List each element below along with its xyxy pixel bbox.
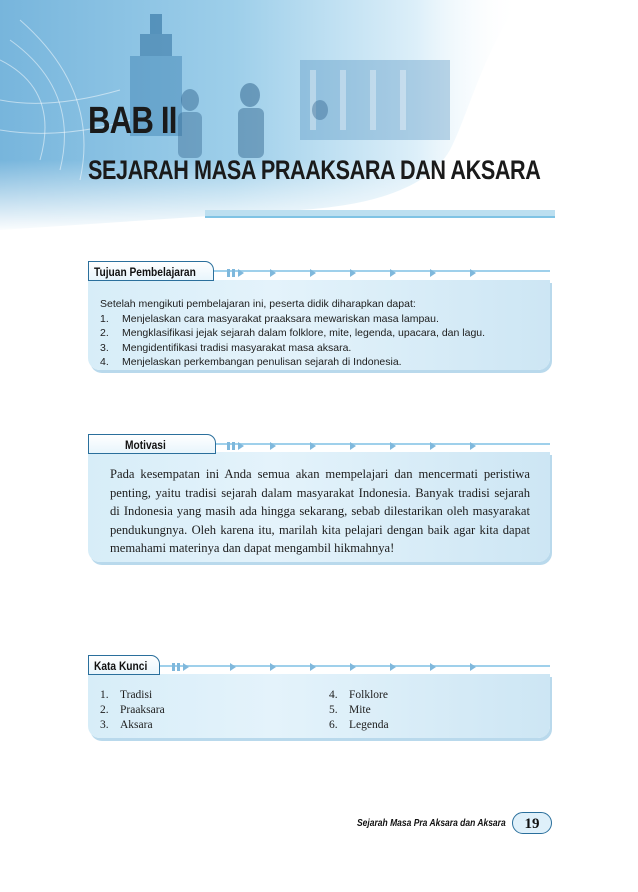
item-text: Aksara	[120, 719, 153, 731]
item-text: Mengklasifikasi jejak sejarah dalam folklore, mite, legenda, upacara, dan lagu.	[122, 327, 486, 339]
item-number: 3.	[100, 341, 109, 354]
arrow-strip	[225, 266, 485, 280]
chapter-title: SEJARAH MASA PRAAKSARA DAN AKSARA	[88, 155, 541, 185]
keywords-heading: Kata Kunci	[94, 659, 148, 673]
learning-goals-intro: Setelah mengikuti pembelajaran ini, peserta didik diharapkan dapat:	[100, 298, 416, 310]
keywords-tab	[88, 655, 160, 675]
item-number: 2.	[100, 327, 109, 339]
list-item	[100, 688, 165, 703]
learning-goals-tab	[88, 261, 214, 281]
arrow-strip	[225, 439, 485, 453]
motivation-text: Pada kesempatan ini Anda semua akan mempelajari dan mencermati peristiwa penting, yaitu tradisi sejarah dalam masyarakat Indonesia. Banyak tradisi sejarah di Indonesia yang masih ada hingga sekarang, sebab dilestarikan oleh masyarakat pendukungnya. Oleh karena itu, marilah kita pelajari dengan baik agar kita dapat memahami materinya dan dapat mengambil hikmahnya!	[110, 467, 530, 555]
learning-goals-content	[100, 297, 540, 370]
item-text: Menjelaskan cara masyarakat praaksara mewariskan masa lampau.	[122, 312, 439, 325]
item-number: 1.	[100, 689, 109, 701]
keywords-list-right	[329, 688, 389, 733]
item-text: Mengidentifikasi tradisi masyarakat masa aksara.	[122, 341, 352, 354]
item-number: 4.	[329, 689, 338, 701]
item-text: Tradisi	[120, 689, 153, 701]
item-text: Mite	[349, 704, 371, 716]
motivation-heading: Motivasi	[125, 438, 166, 452]
arrow-strip	[170, 660, 490, 674]
list-item	[100, 312, 540, 327]
item-number: 5.	[329, 704, 338, 716]
footer-book-title: Sejarah Masa Pra Aksara dan Aksara	[357, 818, 506, 829]
list-item	[329, 703, 389, 718]
list-item	[329, 688, 389, 703]
title-underline	[205, 210, 555, 218]
item-text: Praaksara	[120, 704, 165, 716]
learning-goals-heading: Tujuan Pembelajaran	[94, 265, 196, 279]
learning-goals-list	[100, 312, 540, 370]
item-number: 4.	[100, 356, 109, 368]
page-number: 19	[512, 812, 552, 834]
item-text: Menjelaskan perkembangan penulisan sejarah di Indonesia.	[122, 356, 402, 368]
list-item	[100, 718, 165, 733]
item-text: Legenda	[349, 719, 389, 731]
item-text: Folklore	[349, 689, 388, 701]
chapter-label: BAB II	[88, 100, 177, 142]
item-number: 6.	[329, 719, 338, 731]
item-number: 1.	[100, 312, 109, 325]
list-item	[100, 341, 540, 356]
list-item	[329, 718, 389, 733]
list-item	[100, 326, 540, 341]
keywords-list-left	[100, 688, 165, 733]
list-item	[100, 355, 540, 370]
item-number: 3.	[100, 719, 109, 731]
list-item	[100, 703, 165, 718]
item-number: 2.	[100, 704, 109, 716]
motivation-tab	[88, 434, 216, 454]
